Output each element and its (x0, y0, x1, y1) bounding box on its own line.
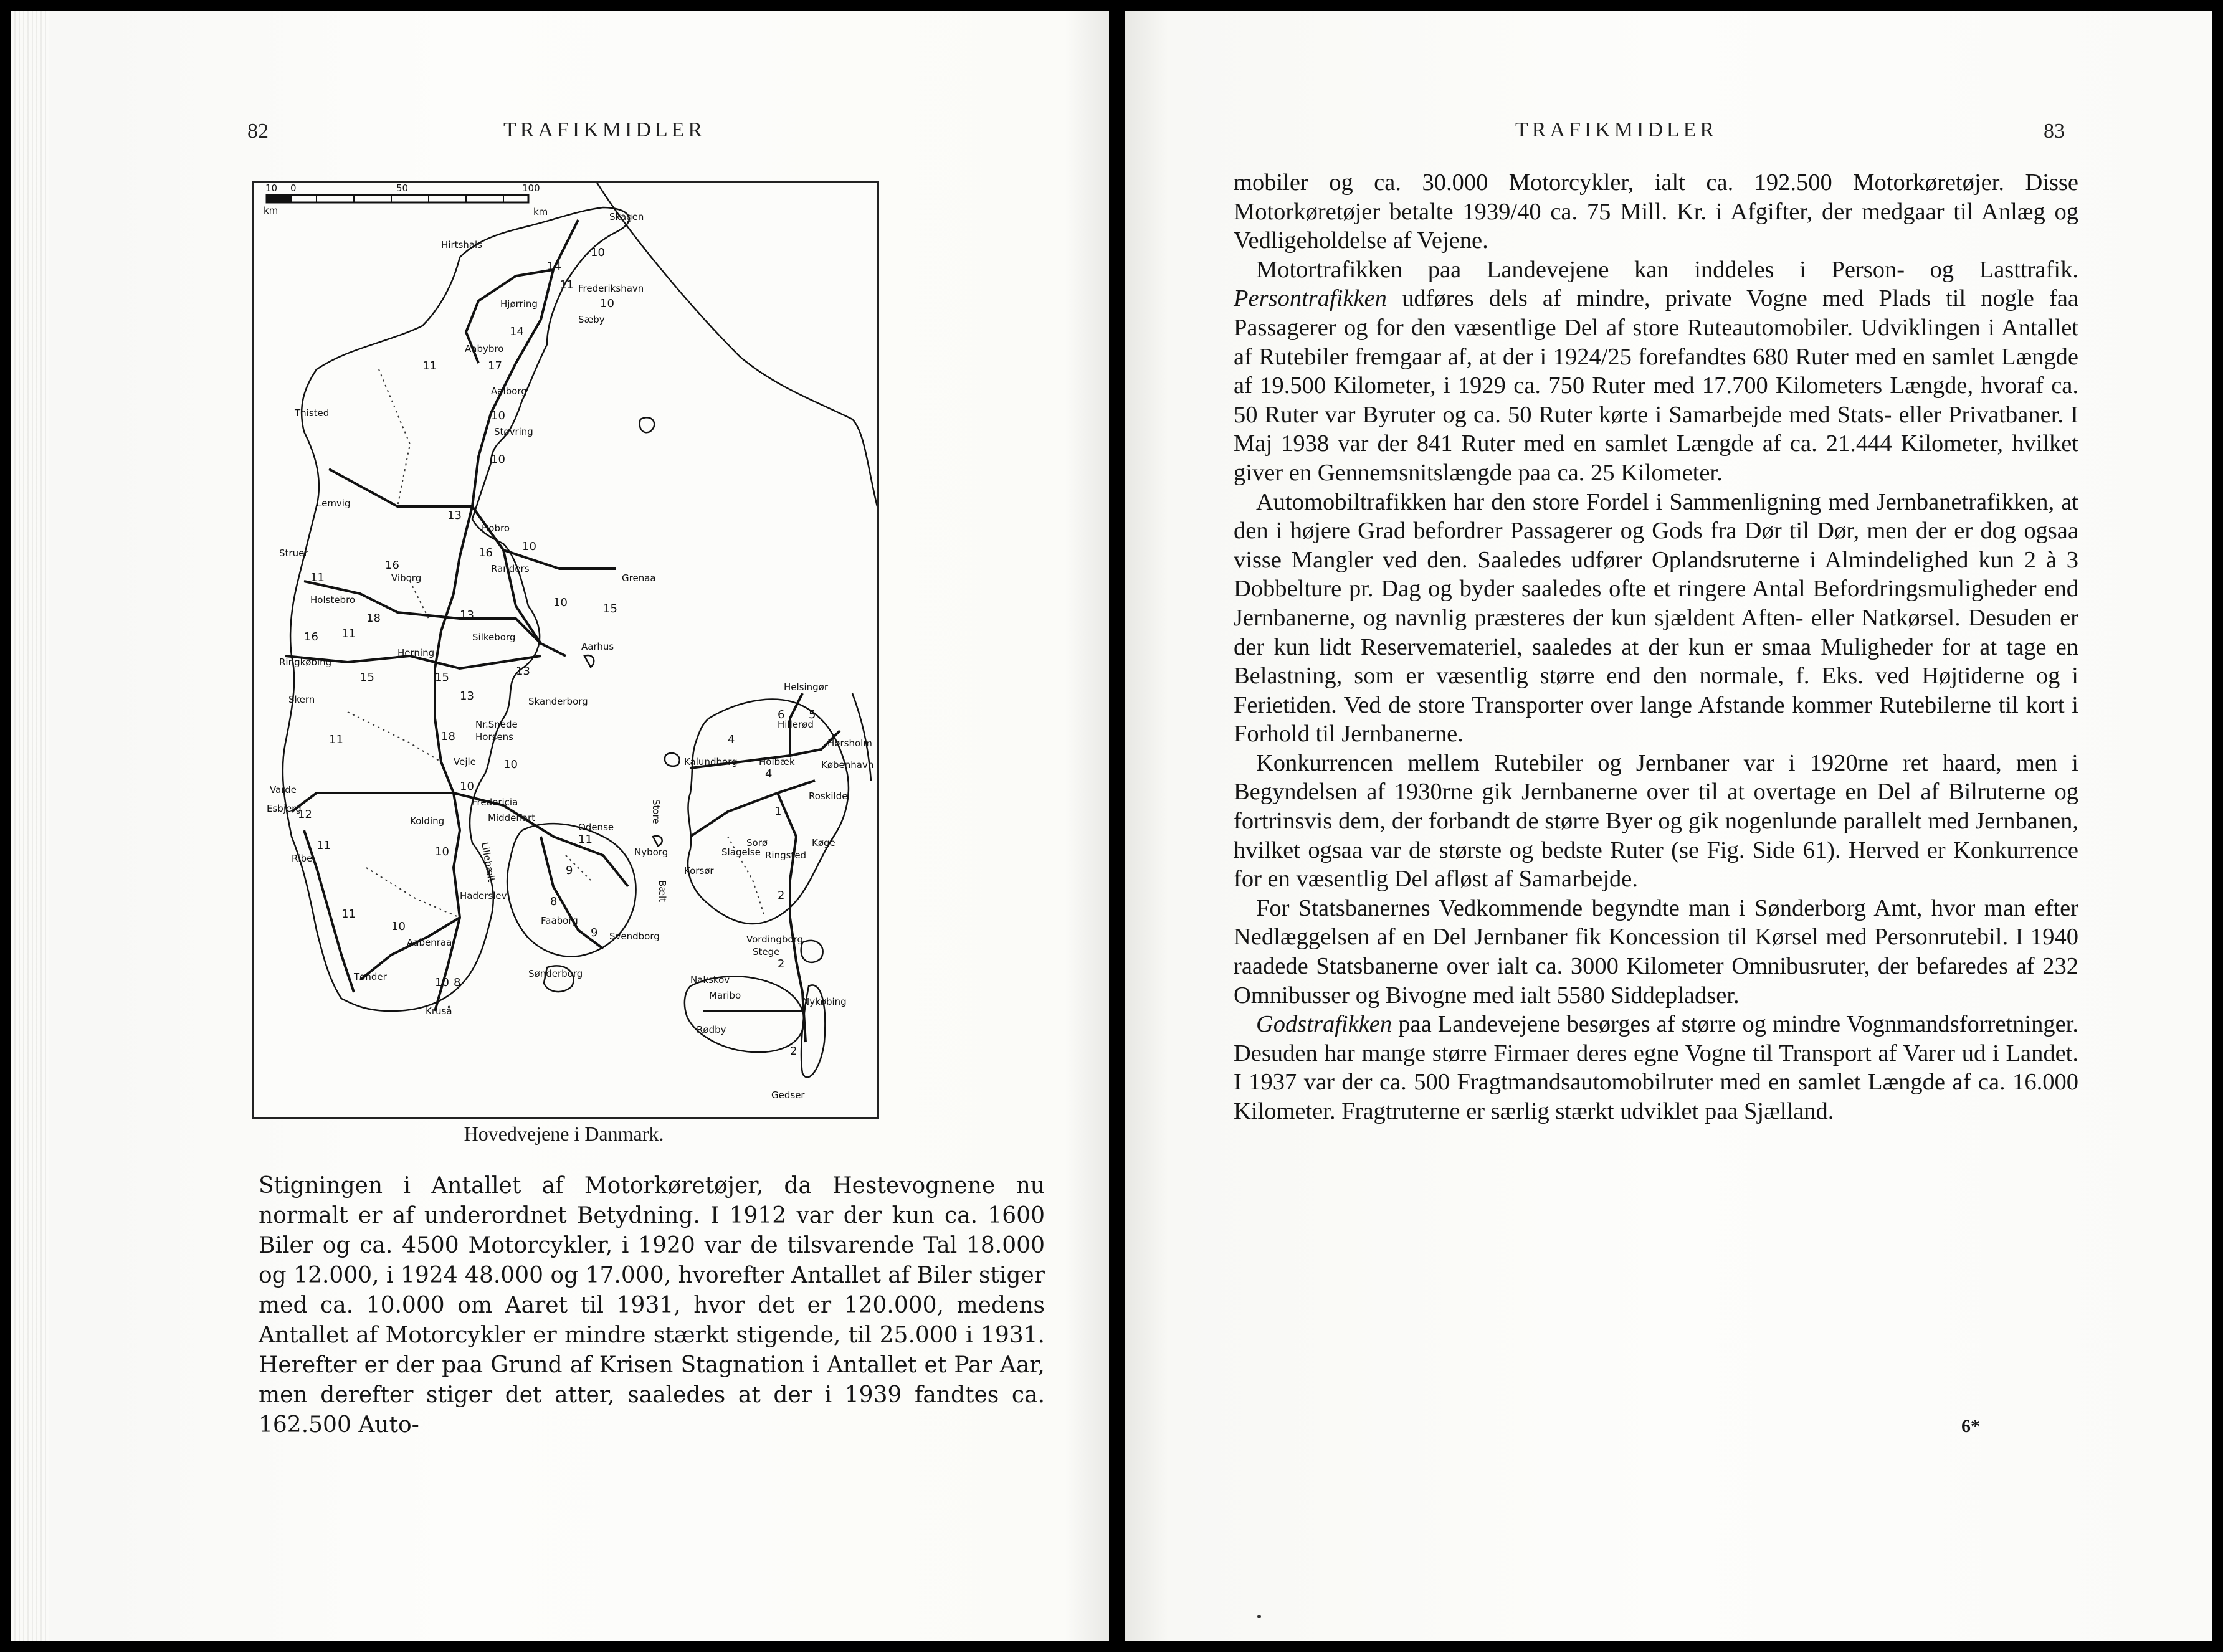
place-label: Hørsholm (827, 738, 872, 749)
scale-label: km (264, 205, 278, 216)
road-number: 10 (491, 409, 505, 422)
secondary-roads (348, 369, 765, 918)
road-number: 14 (547, 260, 561, 273)
road-number: 11 (422, 359, 437, 373)
road-number: 11 (317, 839, 331, 852)
road-number: 18 (366, 612, 381, 625)
road-number: 9 (566, 864, 573, 877)
place-label: Kolding (410, 815, 445, 827)
scale-label: 10 (265, 183, 278, 194)
scale-label: km (533, 206, 548, 217)
road-number: 11 (341, 908, 356, 921)
road-number: 10 (591, 246, 605, 259)
place-label: Fredericia (472, 797, 518, 808)
road-number: 10 (460, 780, 474, 793)
paragraph-5: For Statsbanernes Vedkommende begyndte man i Sønderborg Amt, hvor man efter Nedlæggelsen af en Del Jernbaner fik Koncession til Kørsel med Personrutebil. I 1940 raadede Statsbanerne over ialt ca. 3000 Kilometer Omnibusruter, der befaredes af 232 Omnibusser og Bivogne med ialt 5580 Siddepladser. (1234, 895, 2078, 1009)
place-label: Holbæk (759, 756, 795, 767)
road-number: 13 (447, 509, 462, 522)
place-label: Viborg (391, 572, 422, 584)
place-label: Rødby (697, 1024, 726, 1035)
paragraph-2-start: Motortrafikken paa Landevejene kan inddeles i Person- og Lasttrafik. (1256, 256, 2078, 283)
place-label: Esbjerg (267, 803, 302, 814)
place-label: Aabybro (465, 343, 504, 354)
road-number: 16 (385, 559, 399, 572)
paragraph-3: Automobiltrafikken har den store Fordel i Sammenligning med Jernbanetrafikken, at den i højere Grad befordrer Passagerer og Gods fra Dør til Dør, men der er dog ogsaa visse Mangler ved den. Saaledes udfører Oplandsruterne i Almindelighed kun 2 à 3 Dobbelture pr. Dag og byder saaledes ofte et ringere Antal Befordringsmuligheder end Jernbanerne, og navnlig præsteres der kun sjældent Aften- eller Natkørsel. Desuden er der kun lidt Reservemateriel, saaledes at der kun er smaa Muligheder for at tage en Belastning, som er væsentlig større end den normale, f. Eks. ved Højtiderne og i Ferietiden. Ved de store Transporter over lange Afstande kommer Rutebilerne til kort i Forhold til Jernbanerne. (1234, 488, 2078, 748)
map-caption: Hovedvejene i Danmark. (464, 1123, 664, 1145)
place-label: Vordingborg (746, 934, 804, 945)
place-label: Thisted (295, 407, 330, 419)
place-label: Stege (753, 946, 780, 957)
place-label: Skagen (609, 211, 644, 222)
paragraph-2-rest: udføres dels af mindre, private Vogne med Plads til nogle faa Passagerer og for den væsentlige Del af store Ruteautomobiler. Udviklingen i Antallet af Rutebiler fremgaar af, at der i 1924/25 forefandtes 680 Ruter med en samlet Længde af 19.500 Kilometer, i 1929 ca. 750 Ruter med 17.700 Kilometers Længde, hvoraf ca. 50 Ruter var Byruter og ca. 50 Ruter kørte i Samarbejde med Stats- eller Privatbaner. I Maj 1938 var der 841 Ruter med en samlet Længde af ca. 21.444 Kilometer, hvilket giver en Gennemsnitslængde paa ca. 25 Kilometer. (1234, 285, 2078, 486)
right-running-head: TRAFIKMIDLER (1515, 118, 1718, 141)
book-gutter (1109, 0, 1125, 1652)
road-number: 10 (435, 845, 449, 858)
place-label: Køge (812, 837, 835, 848)
road-number: 10 (491, 453, 505, 466)
map-svg (254, 183, 877, 1117)
road-number: 10 (600, 297, 614, 310)
place-label: Hobro (482, 523, 510, 534)
paragraph-4: Konkurrencen mellem Rutebiler og Jernbaner var i 1920rne ret haard, men i Begyndelsen af 1930rne gik Jernbanerne over til at overtage en Del af Bilruterne og fortrinsvis dem, der forbandt de større Byer og gik nogenlunde parallelt med Jernbanen, hvilket ogsaa var de største og bedste Ruter (se Fig. Side 61). Herved er Konkurrence for en væsentlig Del afløst af Samarbejde. (1234, 749, 2078, 893)
signature-mark: 6* (1961, 1416, 1980, 1436)
road-number: 1 (774, 805, 782, 818)
place-label: Hjørring (500, 298, 538, 310)
right-body-text (1234, 168, 2078, 1126)
place-label: Middelfart (488, 812, 536, 824)
place-label: Svendborg (609, 931, 660, 942)
place-label: Holstebro (310, 594, 356, 605)
road-number: 15 (360, 671, 374, 684)
place-label: Ribe (292, 853, 313, 864)
paragraph-2-emphasis: Persontrafikken (1234, 285, 1387, 312)
road-number: 14 (510, 325, 524, 338)
place-label: Silkeborg (472, 632, 516, 643)
scale-label: 100 (522, 183, 540, 194)
road-number: 8 (550, 895, 558, 908)
road-number: 10 (503, 758, 518, 771)
road-number: 16 (478, 546, 493, 559)
place-label: Herning (397, 647, 435, 658)
place-label: Støvring (494, 426, 533, 437)
place-label: Struer (279, 548, 308, 559)
road-number: 4 (728, 733, 735, 746)
road-number: 16 (304, 630, 318, 643)
place-label: Sorø (746, 837, 768, 848)
road-number: 6 (778, 708, 785, 721)
place-label: Sæby (578, 314, 605, 325)
place-label: Skanderborg (528, 696, 588, 707)
road-number: 11 (578, 833, 593, 846)
place-label: Kruså (426, 1005, 452, 1017)
place-label: Grenaa (622, 572, 656, 584)
road-number: 8 (454, 976, 461, 989)
place-label: Vejle (454, 756, 476, 767)
place-label: Lemvig (317, 498, 351, 509)
road-number: 10 (391, 920, 406, 933)
scale-label: 0 (290, 183, 297, 194)
place-label: Nr.Snede (475, 719, 518, 730)
road-number: 5 (809, 708, 816, 721)
place-label: København (821, 759, 874, 771)
road-number: 10 (435, 976, 449, 989)
road-number: 15 (603, 602, 617, 615)
road-number: 12 (298, 808, 312, 821)
road-number: 2 (790, 1045, 797, 1058)
place-label: Nakskov (690, 974, 730, 985)
place-label: Gedser (771, 1089, 805, 1101)
place-label: Aalborg (491, 386, 527, 397)
place-label: Frederikshavn (578, 283, 644, 294)
left-paragraph: Stigningen i Antallet af Motorkøretøjer, da Hestevognene nu normalt er af underordnet Betydning. I 1912 var der kun ca. 1600 Biler og ca. 4500 Motorcykler, i 1920 var de tilsvarende Tal 18.000 og 12.000, i 1924 48.000 og 17.000, hvorefter Antallet af Biler stiger med ca. 10.000 om Aaret til 1931, hvor det er 120.000, medens Antallet af Motorcykler er mindre stærkt stigende, til 25.000 i 1931. Herefter er der paa Grund af Krisen Stagnation i Antallet et Par Aar, men derefter stiger det atter, saaledes at der i 1939 fandtes ca. 162.500 Auto- (259, 1173, 1045, 1438)
paragraph-2 (1234, 255, 2078, 488)
place-label: Hirtshals (441, 239, 482, 250)
place-label: Haderslev (460, 890, 507, 901)
road-number: 10 (553, 596, 568, 609)
place-label: Maribo (709, 990, 741, 1001)
road-number: 2 (778, 889, 785, 902)
place-label: Kalundborg (684, 756, 738, 767)
page-edges (11, 11, 49, 1641)
place-label: Nyborg (634, 847, 669, 858)
road-number: 13 (460, 690, 474, 703)
road-number: 11 (310, 571, 325, 584)
place-label: Ringsted (765, 850, 807, 861)
scale-bar (264, 183, 548, 217)
place-label: Randers (491, 563, 530, 574)
place-label: Roskilde (809, 790, 848, 802)
left-page-number: 82 (247, 120, 269, 143)
place-label: Bælt (657, 880, 668, 903)
place-label: Ringkøbing (279, 657, 332, 668)
paragraph-1: mobiler og ca. 30.000 Motorcykler, ialt ca. 192.500 Motorkøretøjer. Disse Motorkøretøjer betalte 1939/40 ca. 75 Mill. Kr. i Afgifter, der medgaar til Anlæg og Vedligeholdelse af Vejene. (1234, 169, 2078, 254)
road-number: 11 (341, 627, 356, 640)
place-label: Nykøbing (802, 996, 847, 1007)
road-number: 17 (488, 359, 502, 373)
denmark-road-map (252, 181, 879, 1119)
stray-dot (1257, 1615, 1261, 1618)
paragraph-6-emphasis: Godstrafikken (1256, 1011, 1392, 1038)
paragraph-6-rest: paa Landevejene besørges af større og mindre Vognmandsforretninger. Desuden har mange større Firmaer deres egne Vogne til Transport af Varer ud i Landet. I 1937 var der ca. 500 Fragtmandsautomobilruter med en samlet Længde af ca. 16.000 Kilometer. Fragtruterne er særlig stærkt udviklet paa Sjælland. (1234, 1011, 2078, 1124)
place-label: Tønder (354, 971, 387, 982)
road-number: 9 (591, 926, 598, 939)
place-label: Lillebælt (479, 841, 497, 883)
road-number: 13 (460, 609, 474, 622)
place-label: Hillerød (778, 719, 814, 730)
road-number: 4 (765, 767, 773, 781)
place-label: Aarhus (581, 641, 614, 652)
place-label: Store (650, 799, 662, 824)
road-number: 11 (559, 278, 574, 292)
road-number: 18 (441, 730, 455, 743)
place-label: Varde (270, 784, 297, 795)
place-label: Faaborg (541, 915, 578, 926)
road-number: 10 (522, 540, 536, 553)
place-label: Odense (578, 822, 614, 833)
scale-label: 50 (396, 183, 409, 194)
right-page-number: 83 (2044, 120, 2065, 143)
road-number: 15 (435, 671, 449, 684)
place-label: Helsingør (784, 681, 829, 693)
place-label: Slagelse (721, 847, 761, 858)
place-label: Aabenraa (407, 937, 452, 948)
road-number: 2 (778, 957, 785, 971)
paragraph-6 (1234, 1010, 2078, 1126)
place-label: Korsør (684, 865, 714, 876)
road-number: 13 (516, 665, 530, 678)
left-body-text (259, 1171, 1045, 1440)
road-number: 11 (329, 733, 343, 746)
place-label: Horsens (475, 731, 513, 743)
left-running-head: TRAFIKMIDLER (503, 118, 707, 141)
place-label: Skern (288, 694, 315, 705)
place-label: Sønderborg (528, 968, 583, 979)
